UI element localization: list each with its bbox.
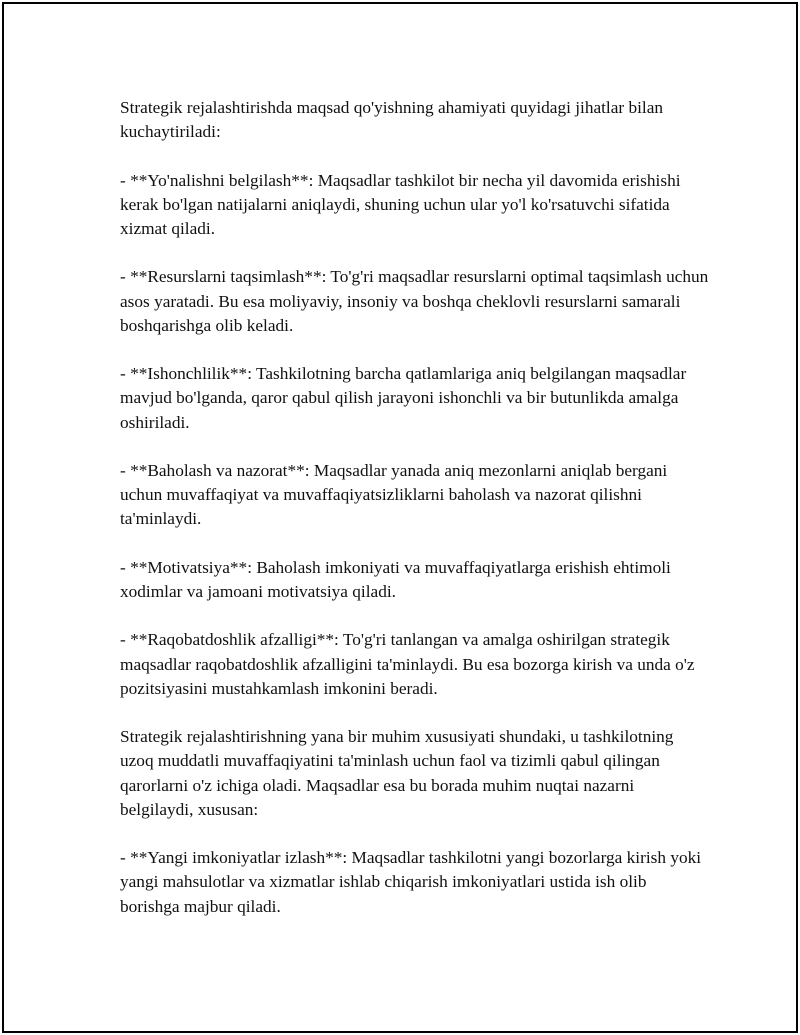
list-item: - **Raqobatdoshlik afzalligi**: To'g'ri tanlangan va amalga oshirilgan strategik maqsadlar raqobatdoshlik afzalligini ta'minlaydi. Bu esa bozorga kirish va unda o'z pozitsiyasini mustahkamlash imkonini beradi. [120, 630, 695, 698]
closing-paragraph: Strategik rejalashtirishning yana bir muhim xususiyati shundaki, u tashkilotning uzoq muddatli muvaffaqiyatini ta'minlash uchun faol va tizimli qabul qilingan qarorlarni o'z ichiga oladi. Maqsadlar esa bu borada muhim nuqtai nazarni belgilaydi, xususan: [120, 727, 674, 819]
list-item: - **Resurslarni taqsimlash**: To'g'ri maqsadlar resurslarni optimal taqsimlash uchun asos yaratadi. Bu esa moliyaviy, insoniy va boshqa cheklovli resurslarni samarali boshqarishga olib keladi. [120, 267, 709, 335]
list-item: - **Baholash va nazorat**: Maqsadlar yanada aniq mezonlarni aniqlab bergani uchun muvaffaqiyat va muvaffaqiyatsizliklarni baholash va nazorat qilishni ta'minlaydi. [120, 460, 668, 529]
list-item: - **Yangi imkoniyatlar izlash**: Maqsadlar tashkilotni yangi bozorlarga kirish yoki yangi mahsulotlar va xizmatlar ishlab chiqarish imkoniyatlari ustida ish olib borishga majbur qiladi. [120, 848, 702, 916]
intro-paragraph: Strategik rejalashtirishda maqsad qo'yishning ahamiyati quyidagi jihatlar bilan kuchaytiriladi: [120, 98, 664, 142]
list-item: - **Yo'nalishni belgilash**: Maqsadlar tashkilot bir necha yil davomida erishishi kerak bo'lgan natijalarni aniqlaydi, shuning uchun ular yo'l ko'rsatuvchi sifatida xizmat qiladi. [120, 170, 681, 238]
list-item: - **Motivatsiya**: Baholash imkoniyati va muvaffaqiyatlarga erishish ehtimoli xodimlar va jamoani motivatsiya qiladi. [120, 557, 671, 601]
page-frame [2, 2, 798, 1033]
document-body [120, 96, 710, 943]
list-item: - **Ishonchlilik**: Tashkilotning barcha qatlamlariga aniq belgilangan maqsadlar mavjud bo'lganda, qaror qabul qilish jarayoni ishonchli va bir butunlikda amalga oshiriladi. [120, 364, 687, 432]
